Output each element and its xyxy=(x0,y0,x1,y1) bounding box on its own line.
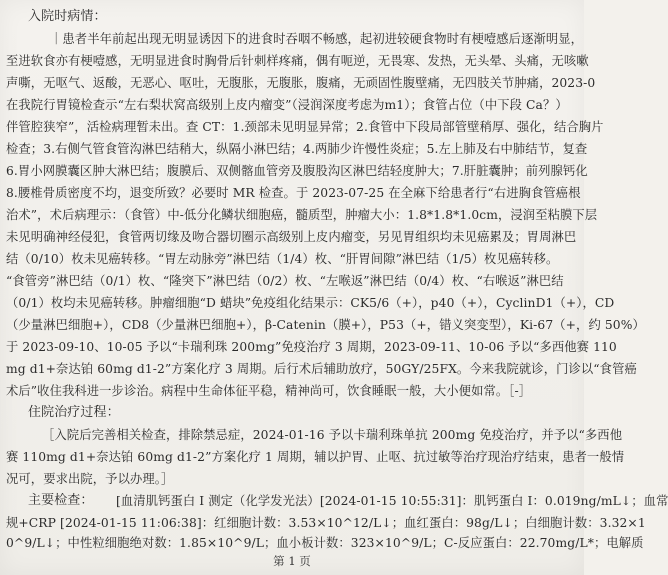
text-line: 况可，要求出院，予以办理。］ xyxy=(6,472,174,486)
lab-heading: 主要检查： xyxy=(28,493,94,508)
admission-heading: 入院时病情： xyxy=(28,9,107,24)
treatment-heading: 住院治疗过程： xyxy=(28,405,120,420)
text-line: 规+CRP [2024-01-15 11:06:38]：红细胞计数：3.53×10^12/L↓；血红蛋白：98g/L↓；白细胞计数：3.32×1 xyxy=(6,516,646,530)
page-number: 第 1 页 xyxy=(273,554,311,568)
text-line: 0^9/L↓；中性粒细胞绝对数：1.85×10^9/L；血小板计数：323×10^9/L；C-反应蛋白：22.70mg/L*；电解质 xyxy=(6,536,644,550)
text-line: mg d1+奈达铂 60mg d1-2”方案化疗 3 周期。后行术后辅助放疗，50GY/25FX。今来我院就诊，门诊以“食管癌 xyxy=(6,362,637,376)
text-line: 声嘶，无呕气、返酸，无恶心、呕吐，无腹胀，无腹胀，腹痛，无顽固性腹壁痛，无四肢关节肿痛，2023-0 xyxy=(6,76,596,90)
text-line: 检查；3.右侧气管食管沟淋巴结稍大，纵隔小淋巴结；4.两肺少许慢性炎症；5.左上肺及右中肺结节，复查 xyxy=(6,142,588,156)
text-line: 8.腰椎骨质密度不均，退变所致？必要时 MR 检查。于 2023-07-25 在全麻下给患者行“右进胸食管癌根 xyxy=(6,186,581,200)
text-line: 至进软食亦有梗噎感，无明显进食时胸骨后针刺样疼痛，偶有呃逆，无畏寒、发热，无头晕、头痛，无咳嗽 xyxy=(6,54,589,68)
text-line: （0/1）枚均未见癌转移。肿瘤细胞“D 蜡块”免疫组化结果示：CK5/6（+），p40（+），CyclinD1（+），CD xyxy=(6,296,615,310)
text-line: [血清肌钙蛋白 I 测定（化学发光法）[2024-01-15 10:55:31]：肌钙蛋白 I：0.019ng/mL↓；血常 xyxy=(116,494,668,508)
text-line: ｜患者半年前起出现无明显诱因下的进食时吞咽不畅感，起初进较硬食物时有梗噎感后逐渐明显， xyxy=(50,32,584,46)
text-line: 术后”收住我科进一步诊治。病程中生命体征平稳，精神尚可，饮食睡眠一般，大小便如常。［-］ xyxy=(6,384,532,398)
text-line: 结（0/10）枚未见癌转移。“胃左动脉旁”淋巴结（1/4）枚、“肝胃间隙”淋巴结（1/5）枚见癌转移。 xyxy=(6,252,559,266)
text-line: 伴管腔狭窄”，活检病理暂未出。查 CT：1.颈部未见明显异常；2.食管中下段局部管壁稍厚、强化，结合胸片 xyxy=(6,120,604,134)
text-line: 赛 110mg d1+奈达铂 60mg d1-2”方案化疗 1 周期，辅以护胃、止呕、抗过敏等治疗现治疗结束，患者一般情 xyxy=(6,450,625,464)
text-line: “食管旁”淋巴结（0/1）枚、“隆突下”淋巴结（0/2）枚、“左喉返”淋巴结（0/4）枚、“右喉返”淋巴结 xyxy=(6,274,564,288)
text-line: 未见明确神经侵犯，食管两切缘及吻合器切圈示高级别上皮内瘤变，另见胃组织均未见癌累及；胃周淋巴 xyxy=(6,230,577,244)
text-line: 于 2023-09-10、10-05 予以“卡瑞利珠 200mg”免疫治疗 3 周期，2023-09-11、10-06 予以“多西他赛 110 xyxy=(6,340,617,354)
text-line: 在我院行胃镜检查示“左右梨状窝高级别上皮内瘤变”（浸润深度考虑为m1）；食管占位（中下段 Ca？） xyxy=(6,98,568,112)
text-line: 治术”，术后病理示：（食管）中-低分化鳞状细胞癌，髓质型，肿瘤大小：1.8*1.8*1.0cm，浸润至粘膜下层 xyxy=(6,208,598,222)
text-line: （少量淋巴细胞+），CD8（少量淋巴细胞+），β-Catenin（膜+），P53（+，错义突变型），Ki-67（+，约 50%） xyxy=(6,318,645,332)
text-line: 6.胃小网膜囊区肿大淋巴结；腹膜后、双侧髂血管旁及腹股沟区淋巴结轻度肿大；7.肝脏囊肿；前列腺钙化 xyxy=(6,164,588,178)
text-line: ［入院后完善相关检查，排除禁忌症，2024-01-16 予以卡瑞利珠单抗 200mg 免疫治疗，并予以“多西他 xyxy=(42,428,623,442)
